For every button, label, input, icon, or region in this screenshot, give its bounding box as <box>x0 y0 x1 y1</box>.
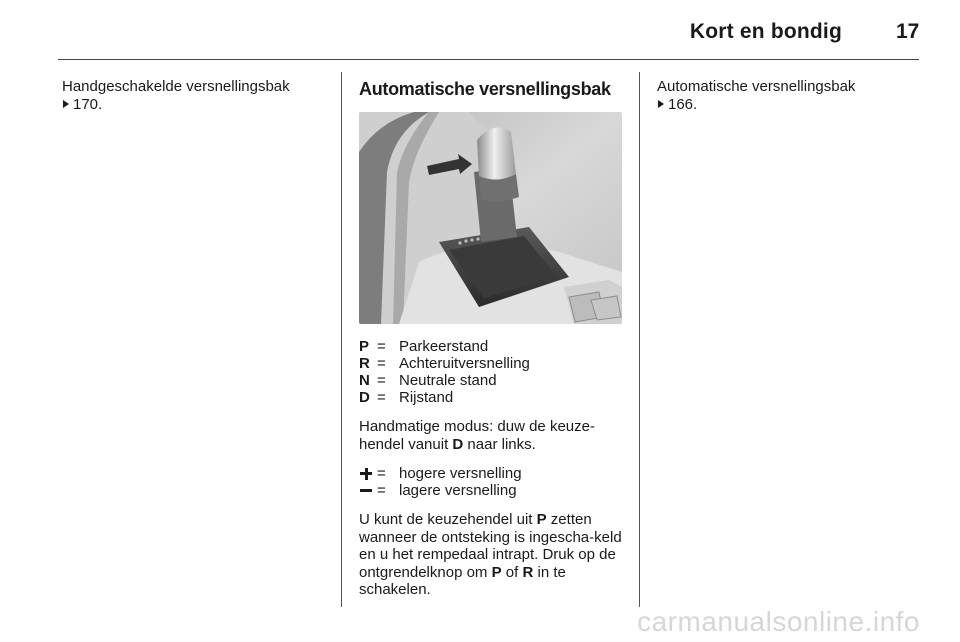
column-right <box>657 78 917 114</box>
manual-gearbox-xref[interactable]: 170. <box>62 96 322 114</box>
gear-selector-photo <box>359 112 622 324</box>
minus-icon <box>359 482 377 499</box>
column-middle <box>359 78 627 599</box>
header-divider <box>58 59 919 60</box>
shift-down-row: = lagere versnelling <box>359 482 627 499</box>
release-paragraph: U kunt de keuzehendel uit P zetten wanneer de ontsteking is ingescha-keld en u het rempedaal intrapt. Druk op de ontgrendelknop om P of R in te schakelen. <box>359 511 622 598</box>
automatic-gearbox-text: Automatische versnellingsbak <box>657 78 856 95</box>
legend-row-d: D = Rijstand <box>359 389 454 406</box>
page-reference-icon <box>63 100 69 108</box>
column-divider <box>341 72 342 607</box>
legend-row-n: N = Neutrale stand <box>359 372 497 389</box>
manual-gearbox-text: Handgeschakelde versnellingsbak <box>62 78 290 95</box>
column-divider <box>639 72 640 607</box>
page-title: Kort en bondig <box>689 20 842 43</box>
section-title: Automatische versnellingsbak <box>359 79 611 99</box>
page-reference-icon <box>658 100 664 108</box>
column-left <box>62 78 322 114</box>
legend-row-r: R = Achteruitversnelling <box>359 355 530 372</box>
plus-icon <box>359 465 377 482</box>
shift-up-row: = hogere versnelling <box>359 465 627 482</box>
watermark: carmanualsonline.info <box>637 606 920 637</box>
legend-row-p: P = Parkeerstand <box>359 338 489 355</box>
manual-mode-paragraph: Handmatige modus: duw de keuze-hendel vanuit D naar links. <box>359 418 595 453</box>
automatic-gearbox-xref[interactable]: 166. <box>657 96 917 114</box>
page-number: 17 <box>896 20 920 43</box>
